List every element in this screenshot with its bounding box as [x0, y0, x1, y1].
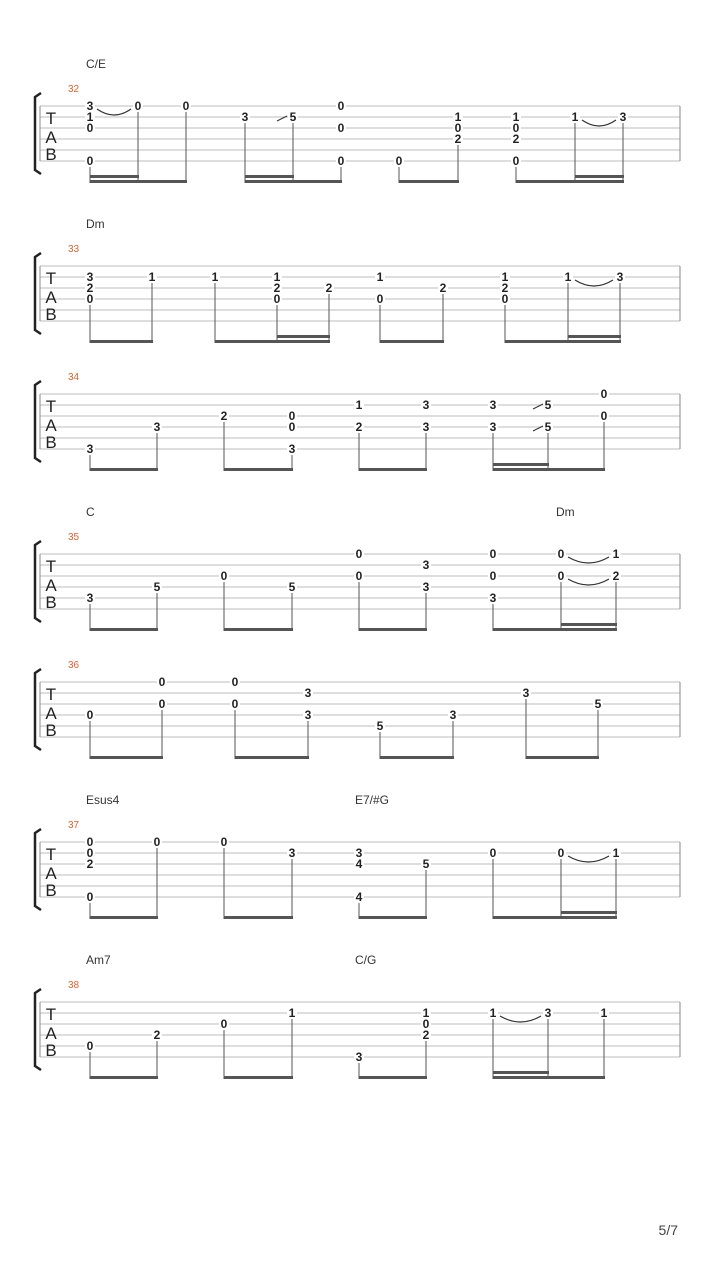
fret-number: 2 — [501, 281, 509, 295]
beam-primary — [359, 468, 427, 471]
fret-number: 0 — [557, 846, 565, 860]
fret-number: 1 — [86, 110, 94, 124]
beam-primary — [90, 1076, 158, 1079]
fret-number: 1 — [564, 270, 572, 284]
fret-number: 2 — [325, 281, 333, 295]
beam-primary — [399, 180, 459, 183]
chord-label: Am7 — [86, 953, 111, 967]
fret-number: 5 — [289, 110, 297, 124]
tab-clef-b: B — [45, 433, 57, 452]
fret-number: 3 — [489, 420, 497, 434]
fret-number: 0 — [86, 121, 94, 135]
fret-number: 0 — [288, 420, 296, 434]
tab-clef-b: B — [45, 593, 57, 612]
chord-label: C — [86, 505, 95, 519]
fret-number: 3 — [422, 398, 430, 412]
fret-number: 3 — [86, 442, 94, 456]
tie-arc — [568, 856, 609, 862]
tab-clef-a: A — [45, 416, 57, 435]
beam-primary — [493, 916, 617, 919]
fret-number: 3 — [241, 110, 249, 124]
beam-primary — [90, 468, 158, 471]
beam-secondary — [575, 175, 624, 178]
fret-number: 0 — [337, 154, 345, 168]
chord-label: Dm — [556, 505, 575, 519]
fret-number: 0 — [376, 292, 384, 306]
tab-clef-a: A — [45, 128, 57, 147]
beam-primary — [359, 916, 427, 919]
fret-number: 0 — [86, 708, 94, 722]
tab-clef-t: T — [45, 845, 57, 864]
fret-number: 0 — [134, 99, 142, 113]
beam-secondary — [568, 335, 621, 338]
fret-number: 1 — [288, 1006, 296, 1020]
fret-number: 5 — [376, 719, 384, 733]
beam-primary — [359, 1076, 427, 1079]
fret-number: 3 — [489, 591, 497, 605]
fret-number: 1 — [571, 110, 579, 124]
fret-number: 2 — [273, 281, 281, 295]
chord-label: C/E — [86, 57, 107, 71]
fret-number: 0 — [501, 292, 509, 306]
fret-number: 0 — [86, 890, 94, 904]
fret-number: 1 — [512, 110, 520, 124]
fret-number: 1 — [211, 270, 219, 284]
fret-number: 3 — [522, 686, 530, 700]
beam-primary — [380, 756, 454, 759]
fret-number: 3 — [304, 708, 312, 722]
fret-number: 2 — [454, 132, 462, 146]
tie-arc — [568, 557, 609, 563]
fret-number: 2 — [422, 1028, 430, 1042]
fret-number: 0 — [158, 697, 166, 711]
fret-number: 1 — [148, 270, 156, 284]
tab-clef-a: A — [45, 288, 57, 307]
beam-primary — [516, 180, 624, 183]
beam-secondary — [493, 1071, 549, 1074]
measure-number: 33 — [68, 244, 80, 255]
chord-label: E7/#G — [355, 793, 390, 807]
fret-number: 3 — [544, 1006, 552, 1020]
measure-number: 35 — [68, 532, 80, 543]
beam-secondary — [90, 175, 139, 178]
fret-number: 3 — [86, 270, 94, 284]
beam-secondary — [493, 463, 549, 466]
fret-number: 2 — [220, 409, 228, 423]
beam-secondary — [561, 623, 617, 626]
fret-number: 0 — [355, 569, 363, 583]
fret-number: 0 — [86, 1039, 94, 1053]
fret-number: 1 — [355, 398, 363, 412]
fret-number: 2 — [86, 281, 94, 295]
fret-number: 0 — [489, 846, 497, 860]
tie-arc — [97, 109, 131, 115]
fret-number: 5 — [153, 580, 161, 594]
fret-number: 0 — [153, 835, 161, 849]
fret-number: 3 — [422, 580, 430, 594]
fret-number: 1 — [376, 270, 384, 284]
beam-primary — [493, 1076, 605, 1079]
fret-number: 3 — [616, 270, 624, 284]
fret-number: 0 — [422, 1017, 430, 1031]
fret-number: 0 — [220, 835, 228, 849]
chord-label: Dm — [86, 217, 105, 231]
measure-number: 34 — [68, 372, 80, 383]
tie-arc — [582, 120, 616, 126]
beam-primary — [90, 628, 158, 631]
fret-number: 4 — [355, 890, 363, 904]
beam-primary — [90, 180, 187, 183]
beam-primary — [359, 628, 427, 631]
beam-secondary — [277, 335, 330, 338]
beam-primary — [380, 340, 444, 343]
fret-number: 3 — [304, 686, 312, 700]
fret-number: 0 — [512, 121, 520, 135]
fret-number: 2 — [439, 281, 447, 295]
fret-number: 0 — [395, 154, 403, 168]
fret-number: 0 — [86, 846, 94, 860]
fret-number: 0 — [454, 121, 462, 135]
fret-number: 0 — [231, 675, 239, 689]
beam-secondary — [561, 911, 617, 914]
fret-number: 3 — [422, 420, 430, 434]
fret-number: 3 — [288, 846, 296, 860]
tab-clef-t: T — [45, 685, 57, 704]
fret-number: 0 — [600, 387, 608, 401]
fret-number: 5 — [544, 398, 552, 412]
fret-number: 2 — [612, 569, 620, 583]
measure-number: 37 — [68, 820, 80, 831]
fret-number: 5 — [288, 580, 296, 594]
tab-clef-t: T — [45, 109, 57, 128]
fret-number: 0 — [489, 569, 497, 583]
beam-primary — [215, 340, 330, 343]
tab-clef-b: B — [45, 305, 57, 324]
fret-number: 1 — [612, 846, 620, 860]
fret-number: 0 — [182, 99, 190, 113]
beam-primary — [224, 468, 293, 471]
chord-label: Esus4 — [86, 793, 120, 807]
beam-primary — [493, 468, 605, 471]
fret-number: 1 — [273, 270, 281, 284]
fret-number: 3 — [153, 420, 161, 434]
fret-number: 0 — [231, 697, 239, 711]
fret-number: 4 — [355, 857, 363, 871]
fret-number: 5 — [544, 420, 552, 434]
fret-number: 0 — [288, 409, 296, 423]
fret-number: 1 — [501, 270, 509, 284]
fret-number: 0 — [557, 569, 565, 583]
fret-number: 2 — [512, 132, 520, 146]
tab-clef-t: T — [45, 557, 57, 576]
fret-number: 3 — [619, 110, 627, 124]
tab-clef-b: B — [45, 881, 57, 900]
beam-primary — [505, 340, 621, 343]
tab-clef-b: B — [45, 145, 57, 164]
tab-clef-t: T — [45, 397, 57, 416]
fret-number: 1 — [600, 1006, 608, 1020]
fret-number: 1 — [489, 1006, 497, 1020]
fret-number: 2 — [355, 420, 363, 434]
measure-number: 38 — [68, 980, 80, 991]
tab-clef-a: A — [45, 864, 57, 883]
fret-number: 0 — [220, 1017, 228, 1031]
beam-primary — [224, 628, 293, 631]
measure-number: 36 — [68, 660, 80, 671]
fret-number: 0 — [86, 835, 94, 849]
fret-number: 0 — [355, 547, 363, 561]
fret-number: 5 — [422, 857, 430, 871]
fret-number: 0 — [86, 292, 94, 306]
fret-number: 1 — [422, 1006, 430, 1020]
tie-arc — [568, 579, 609, 585]
measure-number: 32 — [68, 84, 80, 95]
beam-primary — [90, 756, 163, 759]
fret-number: 0 — [600, 409, 608, 423]
fret-number: 0 — [512, 154, 520, 168]
fret-number: 3 — [355, 1050, 363, 1064]
beam-primary — [224, 1076, 293, 1079]
beam-primary — [90, 916, 158, 919]
fret-number: 1 — [454, 110, 462, 124]
chord-label: C/G — [355, 953, 377, 967]
fret-number: 3 — [355, 846, 363, 860]
fret-number: 0 — [158, 675, 166, 689]
fret-number: 3 — [449, 708, 457, 722]
tab-clef-t: T — [45, 269, 57, 288]
beam-primary — [245, 180, 342, 183]
fret-number: 0 — [337, 99, 345, 113]
fret-number: 3 — [422, 558, 430, 572]
fret-number: 0 — [557, 547, 565, 561]
tab-clef-t: T — [45, 1005, 57, 1024]
fret-number: 5 — [594, 697, 602, 711]
tab-clef-b: B — [45, 721, 57, 740]
fret-number: 2 — [86, 857, 94, 871]
tab-clef-a: A — [45, 704, 57, 723]
fret-number: 0 — [86, 154, 94, 168]
fret-number: 0 — [489, 547, 497, 561]
tie-arc — [500, 1016, 541, 1022]
page-number: 5/7 — [658, 1222, 678, 1238]
fret-number: 2 — [153, 1028, 161, 1042]
fret-number: 1 — [612, 547, 620, 561]
fret-number: 3 — [86, 99, 94, 113]
fret-number: 3 — [288, 442, 296, 456]
fret-number: 0 — [273, 292, 281, 306]
beam-primary — [526, 756, 599, 759]
beam-primary — [90, 340, 153, 343]
fret-number: 0 — [220, 569, 228, 583]
beam-primary — [224, 916, 293, 919]
tab-clef-b: B — [45, 1041, 57, 1060]
beam-secondary — [245, 175, 294, 178]
beam-primary — [235, 756, 309, 759]
tab-clef-a: A — [45, 576, 57, 595]
tab-clef-a: A — [45, 1024, 57, 1043]
fret-number: 3 — [86, 591, 94, 605]
tie-arc — [575, 280, 613, 286]
beam-primary — [493, 628, 617, 631]
fret-number: 3 — [489, 398, 497, 412]
fret-number: 0 — [337, 121, 345, 135]
